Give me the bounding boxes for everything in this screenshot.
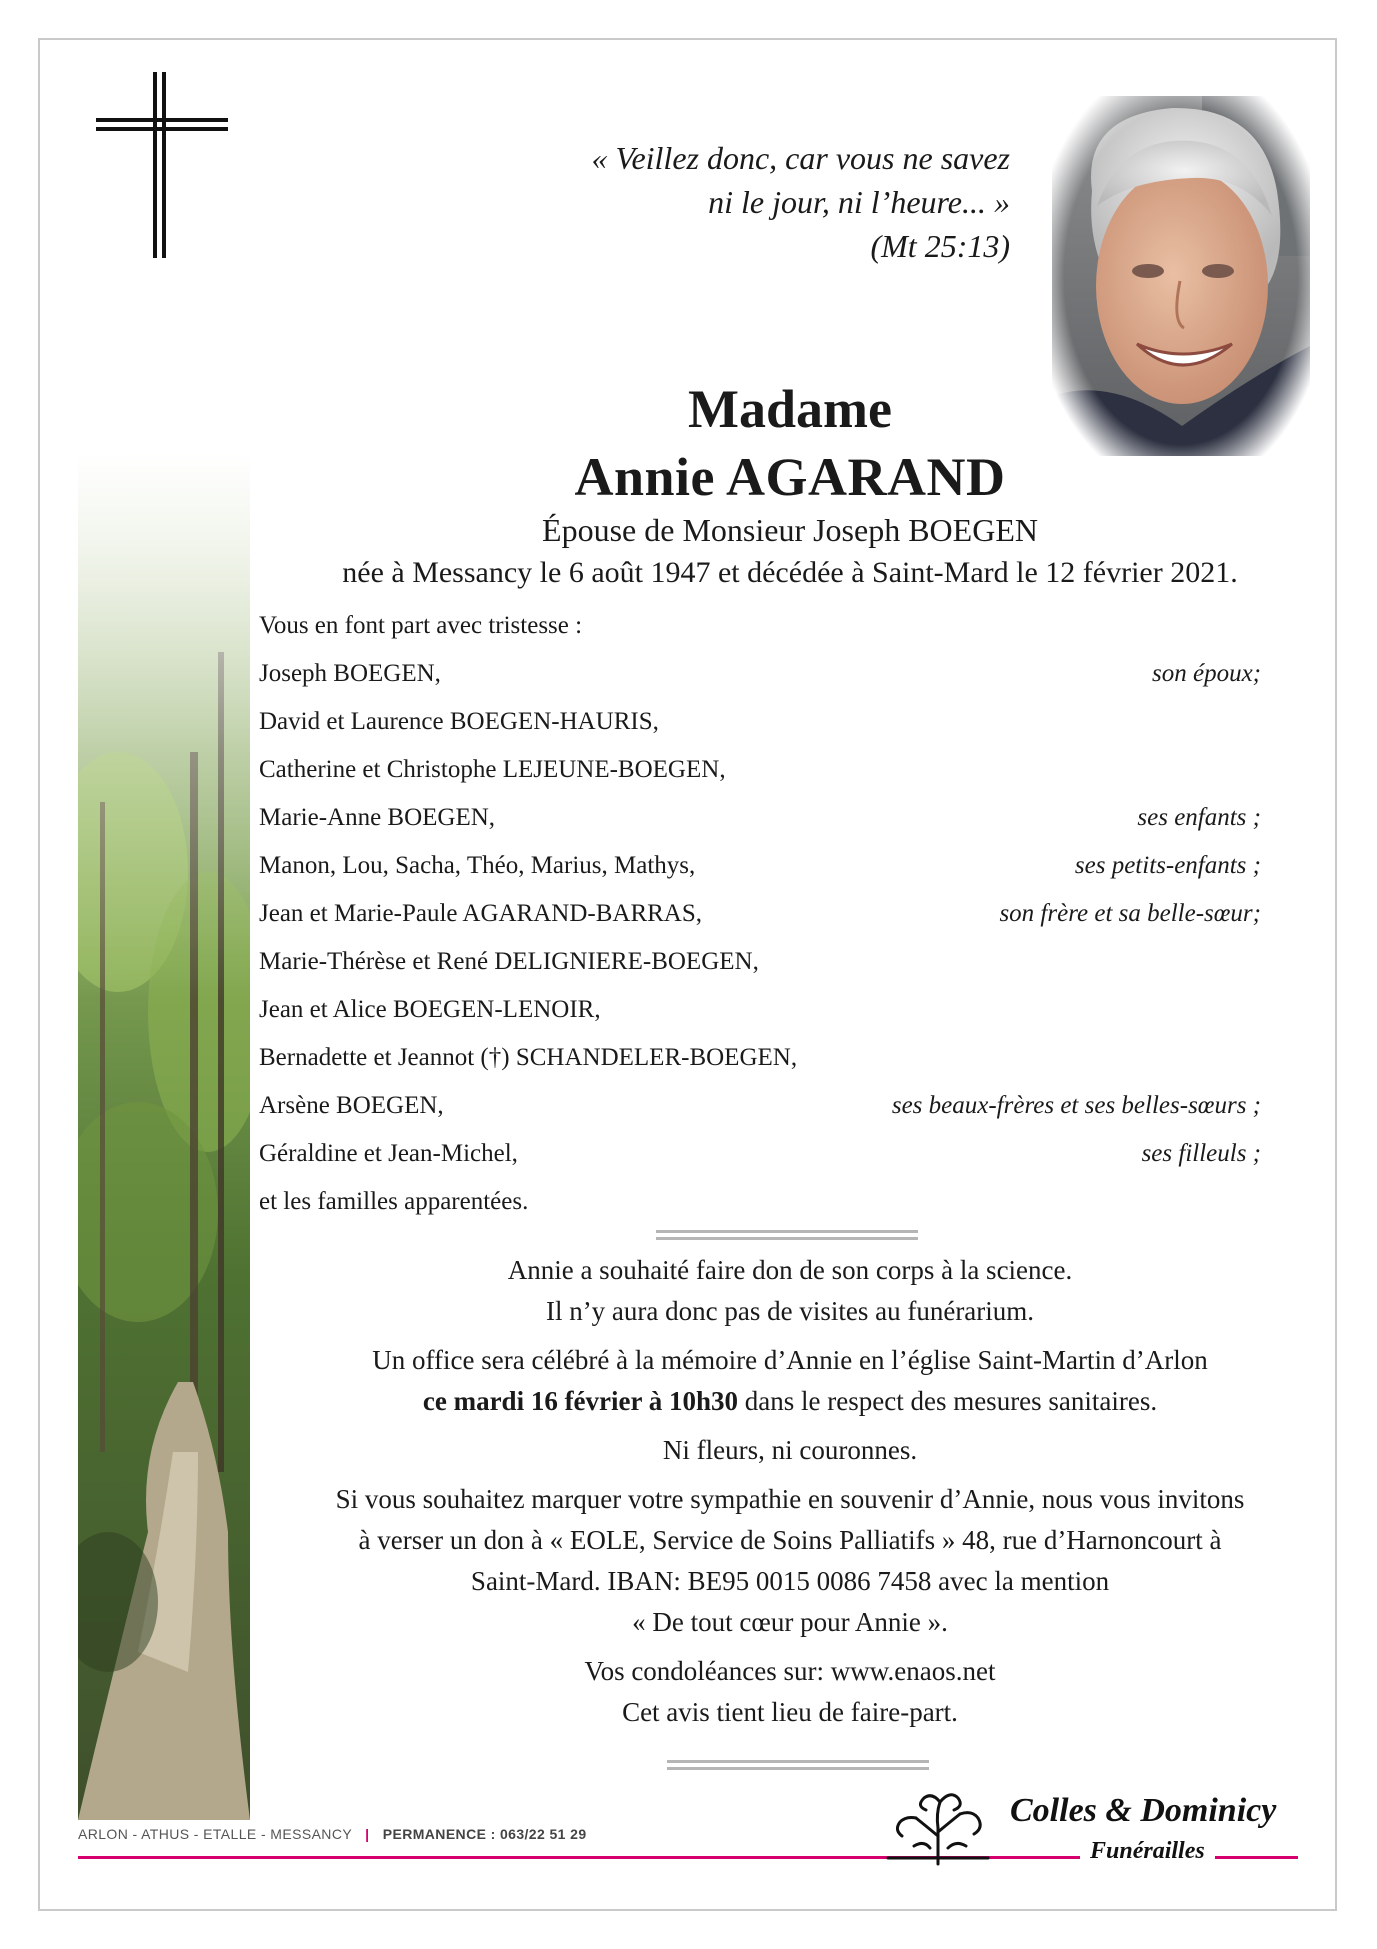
family-names: David et Laurence BOEGEN-HAURIS,	[259, 708, 659, 735]
list-item	[259, 948, 1261, 976]
divider	[667, 1760, 929, 1770]
family-names: Jean et Marie-Paule AGARAND-BARRAS,	[259, 900, 703, 927]
list-item	[259, 804, 1261, 832]
list-item	[259, 708, 1261, 736]
family-list	[259, 612, 1261, 1232]
office-line-1: Un office sera célébré à la mémoire d’Annie en l’église Saint-Martin d’Arlon	[372, 1345, 1208, 1375]
footer-locations: ARLON - ATHUS - ETALLE - MESSANCY	[78, 1826, 352, 1842]
quote-line-1: « Veillez donc, car vous ne savez	[591, 140, 1010, 176]
family-names: Manon, Lou, Sacha, Théo, Marius, Mathys,	[259, 852, 696, 879]
flowers-line: Ni fleurs, ni couronnes.	[662, 1435, 918, 1465]
office-line-2	[270, 1381, 1310, 1422]
family-relation: son époux;	[1152, 660, 1261, 687]
company-subtitle: Funérailles	[1080, 1838, 1215, 1865]
company-name: Colles & Dominicy	[1010, 1792, 1277, 1829]
family-intro: Vous en font part avec tristesse :	[259, 612, 583, 639]
forest-path-image	[78, 452, 250, 1820]
notice-line: Cet avis tient lieu de faire-part.	[622, 1697, 958, 1727]
footer-permanence: PERMANENCE : 063/22 51 29	[382, 1826, 587, 1842]
condolences-line: Vos condoléances sur: www.enaos.net	[584, 1656, 996, 1686]
sympathy-line-4: « De tout cœur pour Annie ».	[632, 1607, 948, 1637]
list-item	[259, 660, 1261, 688]
list-item	[259, 1140, 1261, 1168]
tree-logo-icon	[886, 1788, 990, 1866]
quote-reference: (Mt 25:13)	[870, 228, 1010, 264]
deceased-title: Madame	[688, 379, 892, 439]
family-names: et les familles apparentées.	[259, 1188, 529, 1215]
office-line-2-rest: dans le respect des mesures sanitaires.	[738, 1386, 1158, 1416]
family-names: Géraldine et Jean-Michel,	[259, 1140, 518, 1167]
family-names: Arsène BOEGEN,	[259, 1092, 444, 1119]
family-relation: son frère et sa belle-sœur;	[999, 900, 1261, 927]
footer-separator: |	[365, 1826, 370, 1842]
family-names: Bernadette et Jeannot (†) SCHANDELER-BOEGEN,	[259, 1044, 798, 1071]
birth-death-line: née à Messancy le 6 août 1947 et décédée à Saint-Mard le 12 février 2021.	[342, 556, 1238, 589]
family-names: Catherine et Christophe LEJEUNE-BOEGEN,	[259, 756, 726, 783]
footer-contact	[78, 1826, 587, 1842]
list-item	[259, 852, 1261, 880]
message-block	[270, 1250, 1310, 1733]
donation-line-1: Annie a souhaité faire don de son corps à la science.	[507, 1255, 1073, 1285]
sympathy-line-1: Si vous souhaitez marquer votre sympathie en souvenir d’Annie, nous vous invitons	[335, 1484, 1245, 1514]
list-item	[259, 1044, 1261, 1072]
family-names: Marie-Anne BOEGEN,	[259, 804, 496, 831]
family-relation: ses beaux-frères et ses belles-sœurs ;	[891, 1092, 1261, 1119]
spouse-line: Épouse de Monsieur Joseph BOEGEN	[542, 512, 1038, 548]
family-relation: ses enfants ;	[1137, 804, 1261, 831]
list-item	[259, 1092, 1261, 1120]
family-names: Jean et Alice BOEGEN-LENOIR,	[259, 996, 601, 1023]
divider	[656, 1230, 918, 1240]
list-item	[259, 996, 1261, 1024]
family-relation: ses filleuls ;	[1141, 1140, 1261, 1167]
donation-line-2: Il n’y aura donc pas de visites au funérarium.	[545, 1296, 1035, 1326]
family-names: Joseph BOEGEN,	[259, 660, 441, 687]
list-item	[259, 1188, 1261, 1216]
quote-line-2: ni le jour, ni l’heure... »	[708, 184, 1010, 220]
sympathy-line-2: à verser un don à « EOLE, Service de Soins Palliatifs » 48, rue d’Harnoncourt à	[358, 1525, 1222, 1555]
sympathy-line-3: Saint-Mard. IBAN: BE95 0015 0086 7458 avec la mention	[470, 1566, 1110, 1596]
cross-icon	[96, 72, 228, 258]
family-names: Marie-Thérèse et René DELIGNIERE-BOEGEN,	[259, 948, 759, 975]
office-date: ce mardi 16 février à 10h30	[422, 1386, 739, 1416]
family-relation: ses petits-enfants ;	[1074, 852, 1261, 879]
deceased-name: Annie AGARAND	[574, 447, 1006, 507]
bible-quote	[440, 136, 1010, 268]
list-item	[259, 900, 1261, 928]
list-item	[259, 756, 1261, 784]
